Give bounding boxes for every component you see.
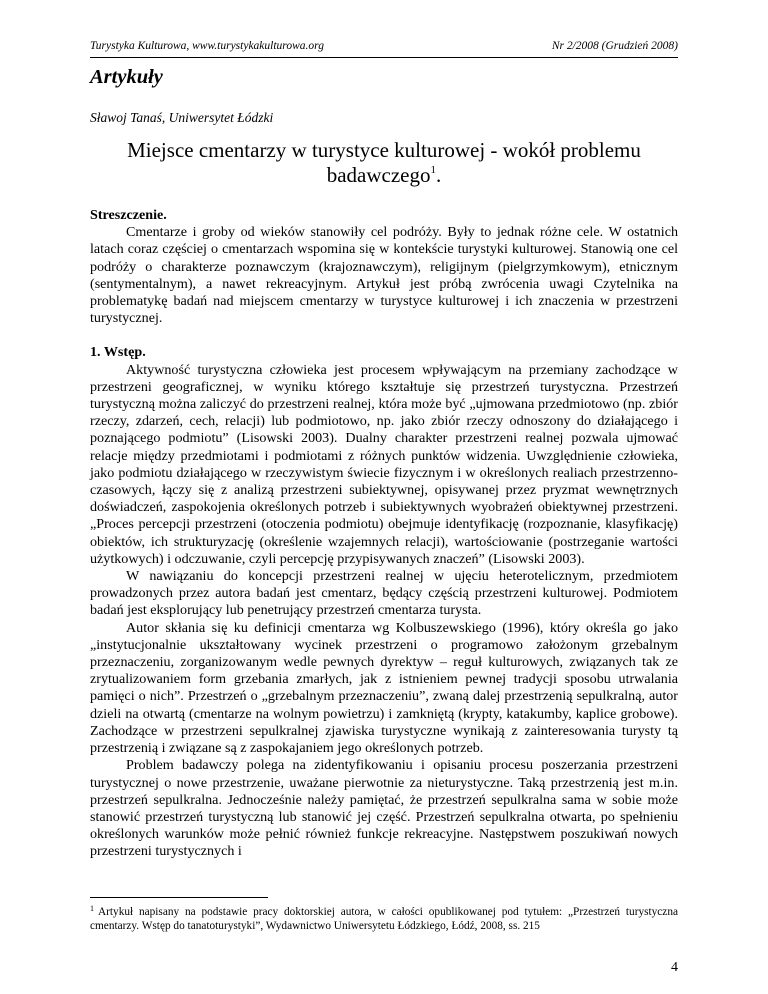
section-title: Artykuły	[90, 66, 163, 88]
paragraph: Aktywność turystyczna człowieka jest procesem wpływającym na przemiany zachodzące w przestrzeni geograficznej, w wyniku którego kształtuje się przestrzeń turystyczna. Przestrzeń turystyczną można zaliczyć do przestrzeni realnej, która może być „ujmowana przedmiotowo (np. zbiór rzeczy, zdarzeń, cech, relacji) lub podmiotowo, np. jako zbiór rzeczy odnoszony do działającego i poznającego podmiotu” (Lisowski 2003). Dualny charakter przestrzeni realnej pozwala ujmować relacje między przedmiotami i podmiotami z różnych punktów widzenia. Uwzględnienie człowieka, jako podmiotu działającego w rzeczywistym świecie fizycznym i w określonych realiach przestrzenno-czasowych, łączy się z analizą przestrzeni subiektywnej, opisywanej przez pryzmat wewnętrznych doświadczeń, zaspokojenia określonych potrzeb i subiektywnych wyobrażeń obiektywnej przestrzeni. „Proces percepcji przestrzeni (otoczenia podmiotu) obejmuje identyfikację (rozpoznanie, klasyfikację) obiektów, ich strukturyzację (określenie wzajemnych relacji), wartościowanie (postrzeganie wartości użytkowych) i odczuwanie, czyli percepcję przypisywanych znaczeń” (Lisowski 2003).	[90, 361, 678, 567]
issue-info: Nr 2/2008 (Grudzień 2008)	[551, 40, 678, 52]
spacer	[90, 327, 678, 344]
footnote	[90, 906, 678, 934]
intro-heading: 1. Wstęp.	[90, 344, 146, 361]
article-title	[100, 138, 668, 188]
footnote-mark: 1	[90, 904, 94, 913]
author-line: Sławoj Tanaś, Uniwersytet Łódzki	[90, 110, 274, 125]
page-number: 4	[671, 960, 678, 975]
journal-name: Turystyka Kulturowa, www.turystykakulturowa.org	[90, 40, 324, 52]
paragraph: Problem badawczy polega na zidentyfikowaniu i opisaniu procesu poszerzania przestrzeni turystycznej o nowe przestrzenie, uważane pierwotnie za nieturystyczne. Taką przestrzenią jest m.in. przestrzeń sepulkralna. Jednocześnie należy pamiętać, że przestrzeń sepulkralna sama w sobie może stanowić przestrzeń turystyczną lub stanowić jej część. Przestrzeń sepulkralna otwarta, po spełnieniu określonych warunków może pełnić również funkcje rekreacyjne. Następstwem poszukiwań nowych przestrzeni turystycznych i	[90, 757, 678, 860]
article-title-text: Miejsce cmentarzy w turystyce kulturowej - wokół problemu badawczego	[127, 138, 641, 187]
article-body	[90, 207, 678, 861]
abstract-heading: Streszczenie.	[90, 207, 167, 223]
paragraph: Autor skłania się ku definicji cmentarza wg Kolbuszewskiego (1996), który określa go jako „instytucjonalnie ukształtowany wycinek przestrzeni o programowo założonym grzebalnym przeznaczeniu, zorganizowanym wedle pewnych dyrektyw – reguł kulturowych, związanych tak ze zrytualizowaniem form grzebania zmarłych, jak z istnieniem pewnej tradycji sposobu utrwalania pamięci o nich”. Przestrzeń o „grzebalnym przeznaczeniu”, zwaną dalej przestrzenią sepulkralną, autor dzieli na otwartą (cmentarze na wolnym powietrzu) i zamkniętą (krypty, katakumby, kaplice grobowe). Zachodzące w przestrzeni sepulkralnej zjawiska turystyczne wynikają z zainteresowania turysty tą przestrzenią i związane są z zaspokajaniem jego określonych potrzeb.	[90, 619, 678, 757]
footnote-ref[interactable]: 1	[430, 164, 437, 176]
header-rule	[90, 57, 678, 58]
paragraph: W nawiązaniu do koncepcji przestrzeni realnej w ujęciu heterotelicznym, przedmiotem prowadzonych przez autora badań jest cmentarz, będący częścią przestrzeni kulturowej. Podmiotem badań jest eksplorujący lub penetrujący przestrzeń cmentarza turysta.	[90, 568, 678, 619]
footnote-rule	[90, 897, 268, 898]
footnote-text: Artykuł napisany na podstawie pracy doktorskiej autora, w całości opublikowanej pod tytułem: „Przestrzeń turystyczna cmentarzy. Wstęp do tanatoturystyki”, Wydawnictwo Uniwersytetu Łódzkiego, Łódź, 2008, ss. 215	[90, 906, 678, 932]
article-title-end: .	[436, 163, 442, 187]
abstract-text: Cmentarze i groby od wieków stanowiły cel podróży. Były to jednak różne cele. W ostatnich latach coraz częściej o cmentarzach wspomina się w kontekście turystyki kulturowej. Stanowią one cel podróży o charakterze poznawczym (krajoznawczym), religijnym (pielgrzymkowym), etnicznym (sentymentalnym), a nawet rekreacyjnym. Artykuł jest próbą zwrócenia uwagi Czytelnika na problematykę badań nad miejscem cmentarzy w turystyce kulturowej i ich znaczenia w przestrzeni turystycznej.	[90, 224, 678, 327]
